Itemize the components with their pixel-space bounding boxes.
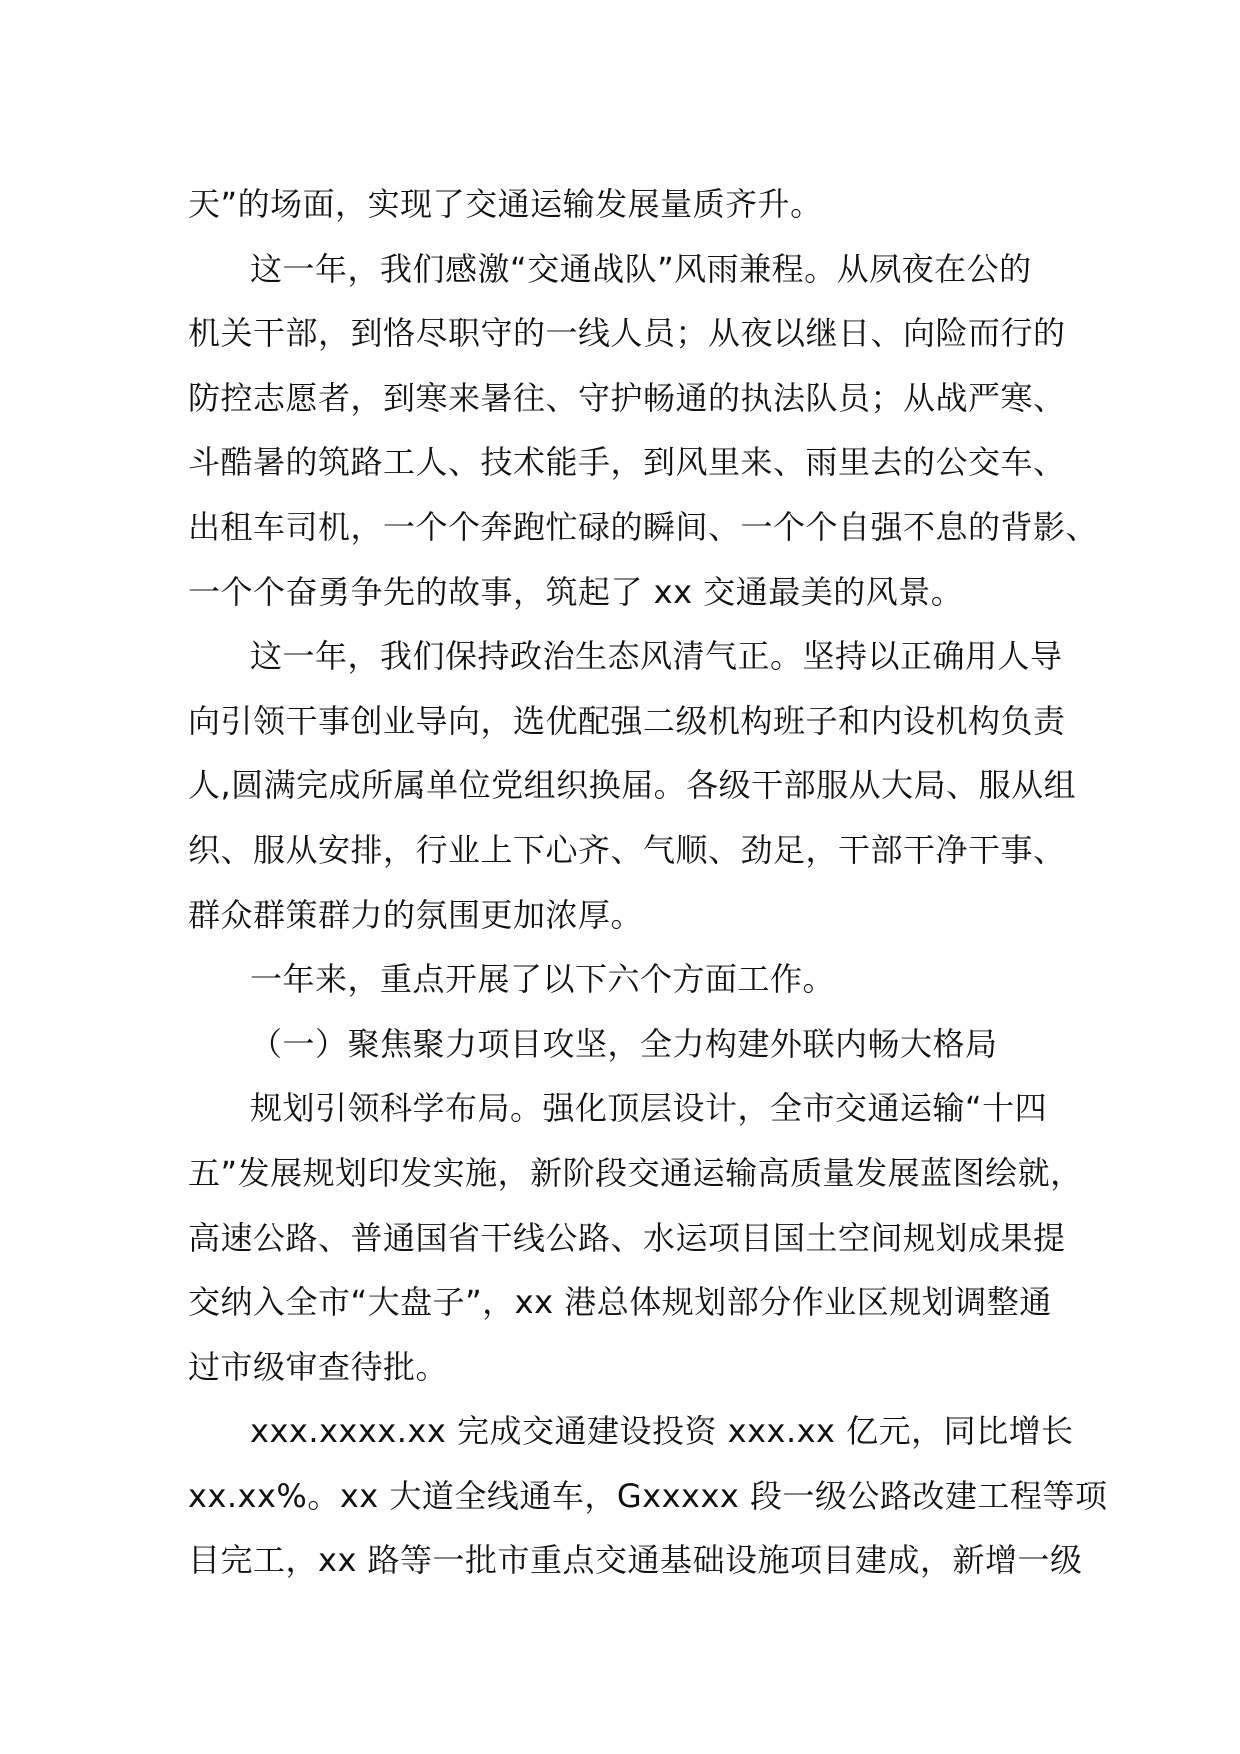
text-line: 目完工，xx 路等一批市重点交通基础设施项目建成，新增一级 bbox=[188, 1541, 1083, 1580]
text-line: xx.xx%。xx 大道全线通车，Gxxxxx 段一级公路改建工程等项 bbox=[188, 1476, 1108, 1515]
text-line: 出租车司机，一个个奔跑忙碌的瞬间、一个个自强不息的背影、 bbox=[188, 507, 1099, 546]
text-line: 防控志愿者，到寒来暑往、守护畅通的执法队员；从战严寒、 bbox=[188, 378, 1066, 417]
text-line: 过市级审查待批。 bbox=[188, 1347, 449, 1386]
text-line: 这一年，我们保持政治生态风清气正。坚持以正确用人导 bbox=[250, 637, 1063, 676]
text-line: 一年来，重点开展了以下六个方面工作。 bbox=[250, 960, 836, 999]
text-line: 群众群策群力的氛围更加浓厚。 bbox=[188, 895, 644, 934]
text-line: xxx.xxxx.xx 完成交通建设投资 xxx.xx 亿元，同比增长 bbox=[250, 1412, 1074, 1451]
document-body bbox=[188, 172, 1108, 1593]
text-line: 机关干部，到恪尽职守的一线人员；从夜以继日、向险而行的 bbox=[188, 314, 1066, 353]
text-line: 交纳入全市“大盘子”，xx 港总体规划部分作业区规划调整通 bbox=[188, 1283, 1052, 1322]
text-line: 人,圆满完成所属单位党组织换届。各级干部服从大局、服从组 bbox=[188, 766, 1077, 805]
text-line: 斗酷暑的筑路工人、技术能手，到风里来、雨里去的公交车、 bbox=[188, 443, 1066, 482]
text-line: （一）聚焦聚力项目攻坚，全力构建外联内畅大格局 bbox=[250, 1024, 998, 1063]
text-line: 一个个奋勇争先的故事，筑起了 xx 交通最美的风景。 bbox=[188, 572, 964, 611]
text-line: 天”的场面，实现了交通运输发展量质齐升。 bbox=[188, 185, 823, 223]
text-line: 五”发展规划印发实施，新阶段交通运输高质量发展蓝图绘就， bbox=[188, 1153, 1083, 1192]
text-line: 织、服从安排，行业上下心齐、气顺、劲足，干部干净干事、 bbox=[188, 830, 1066, 869]
text-line: 向引领干事创业导向，选优配强二级机构班子和内设机构负责 bbox=[188, 701, 1066, 740]
text-line: 这一年，我们感激“交通战队”风雨兼程。从夙夜在公的 bbox=[250, 249, 1032, 288]
text-line: 高速公路、普通国省干线公路、水运项目国土空间规划成果提 bbox=[188, 1218, 1066, 1257]
text-line: 规划引领科学布局。强化顶层设计，全市交通运输“十四 bbox=[250, 1089, 1048, 1128]
